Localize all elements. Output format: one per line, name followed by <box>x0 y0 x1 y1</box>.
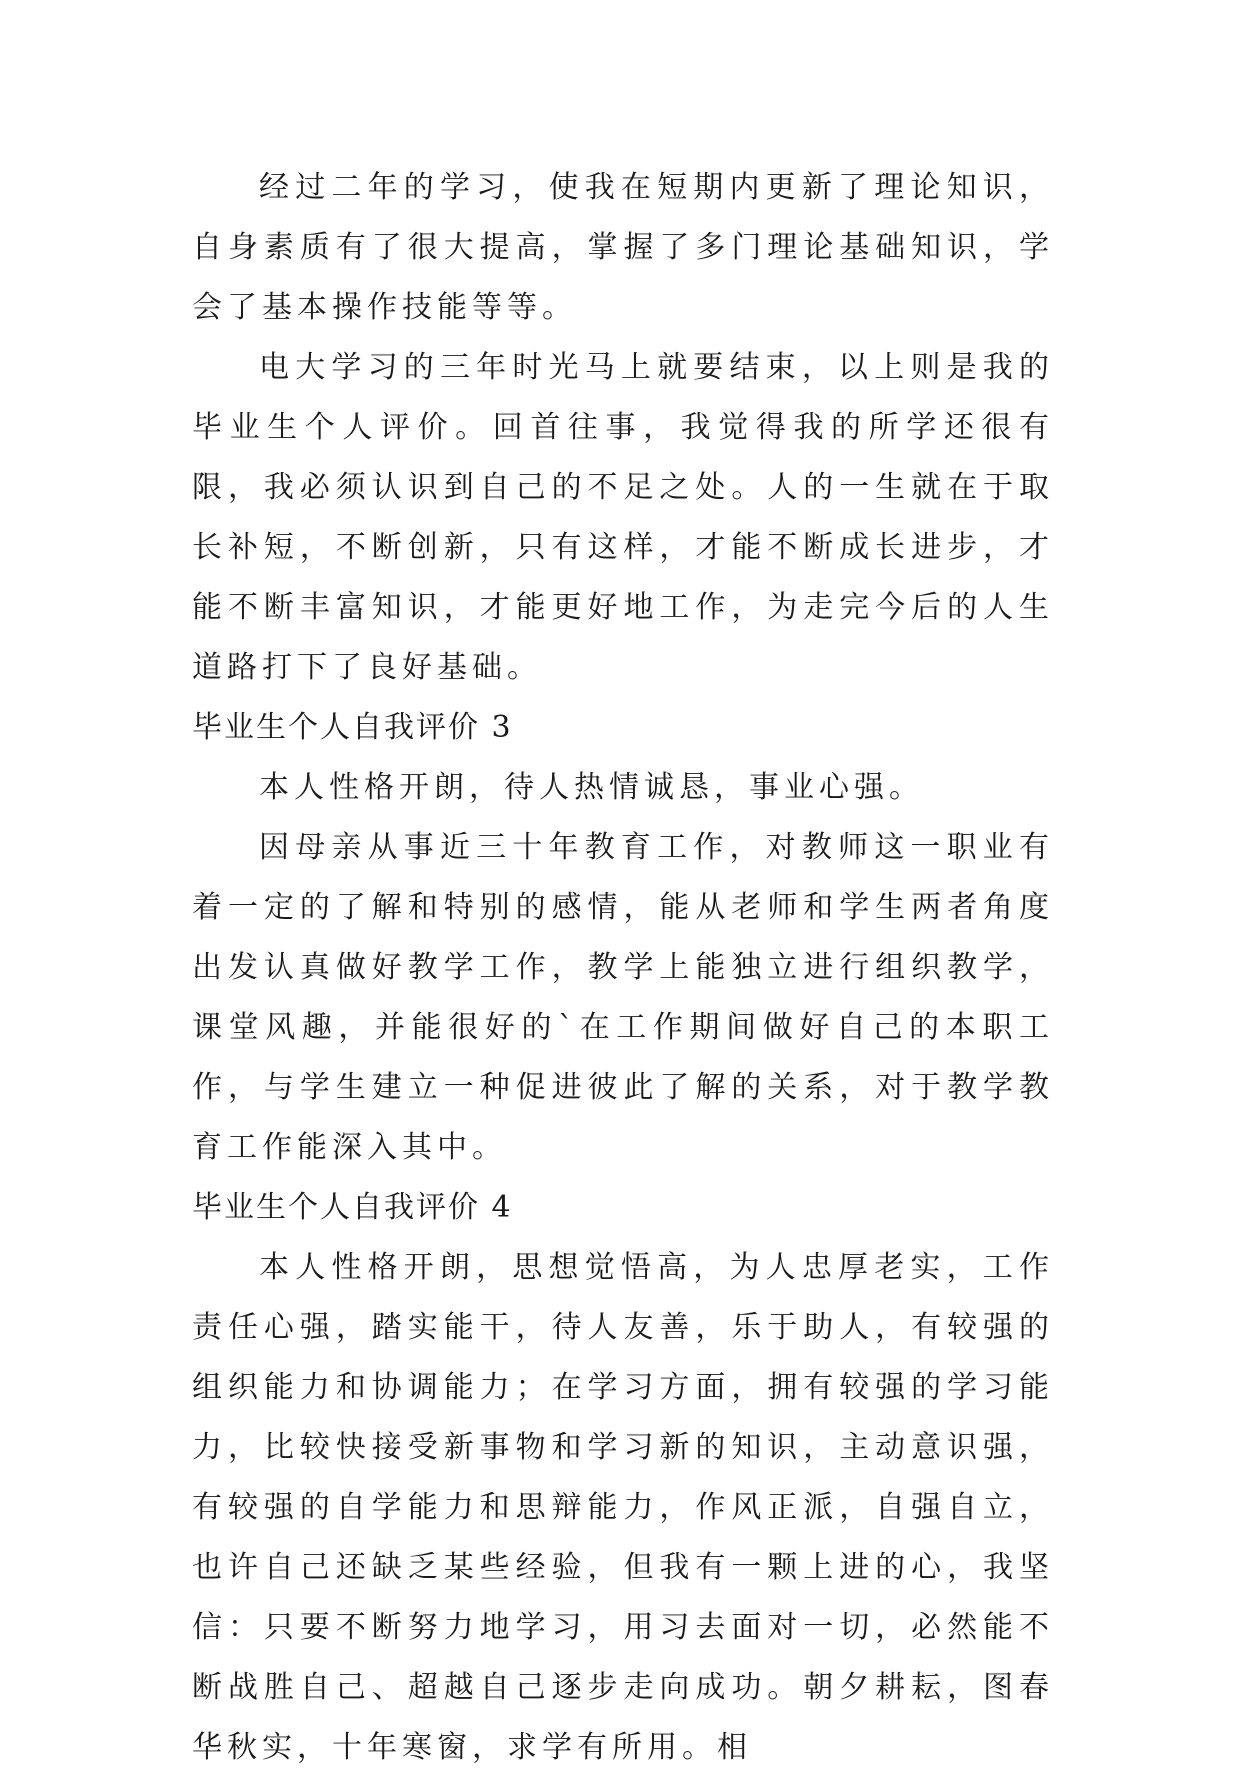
document-body <box>192 158 1054 1778</box>
paragraph: 电大学习的三年时光马上就要结束，以上则是我的毕业生个人评价。回首往事，我觉得我的所学还很有限，我必须认识到自己的不足之处。人的一生就在于取长补短，不断创新，只有这样，才能不断成长进步，才能不断丰富知识，才能更好地工作，为走完今后的人生道路打下了良好基础。 <box>192 350 1054 685</box>
paragraph: 本人性格开朗，思想觉悟高，为人忠厚老实，工作责任心强，踏实能干，待人友善，乐于助人，有较强的组织能力和协调能力；在学习方面，拥有较强的学习能力，比较快接受新事物和学习新的知识，主动意识强，有较强的自学能力和思辩能力，作风正派，自强自立，也许自己还缺乏某些经验，但我有一颗上进的心，我坚信：只要不断努力地学习，用习去面对一切，必然能不断战胜自己、超越自己逐步走向成功。朝夕耕耘，图春华秋实，十年寒窗，求学有所用。相 <box>192 1250 1054 1765</box>
section-heading: 毕业生个人自我评价 4 <box>192 1190 513 1225</box>
paragraph: 经过二年的学习，使我在短期内更新了理论知识，自身素质有了很大提高，掌握了多门理论基础知识，学会了基本操作技能等等。 <box>192 170 1054 325</box>
paragraph: 因母亲从事近三十年教育工作，对教师这一职业有着一定的了解和特别的感情，能从老师和学生两者角度出发认真做好教学工作，教学上能独立进行组织教学，课堂风趣，并能很好的`在工作期间做好自己的本职工作，与学生建立一种促进彼此了解的关系，对于教学教育工作能深入其中。 <box>192 830 1054 1165</box>
section-heading: 毕业生个人自我评价 3 <box>192 710 513 745</box>
paragraph: 本人性格开朗，待人热情诚恳，事业心强。 <box>259 770 924 805</box>
